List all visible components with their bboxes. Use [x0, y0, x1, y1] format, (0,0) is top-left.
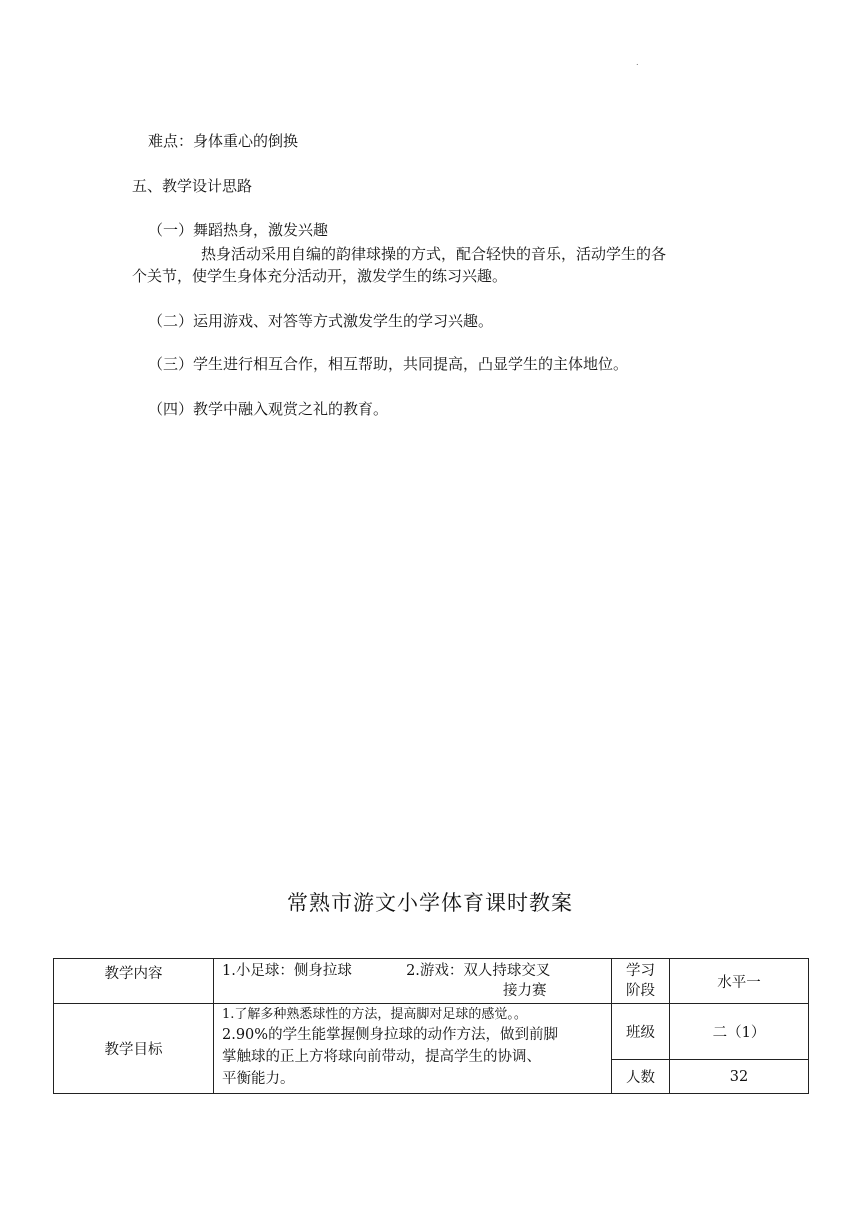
- design-point-4: （四）教学中融入观赏之礼的教育。: [148, 400, 389, 418]
- stage-value-cell: [670, 959, 809, 1004]
- page-mark: .: [636, 58, 639, 67]
- goal-2-line3: 平衡能力。: [222, 1071, 295, 1087]
- table-row: [54, 959, 809, 1004]
- count-value: 32: [729, 1068, 749, 1085]
- section-heading: 五、教学设计思路: [132, 177, 253, 195]
- class-value-cell: [670, 1004, 809, 1060]
- stage-label-cell: [612, 959, 670, 1004]
- goal-1: 1.了解多种熟悉球性的方法，提高脚对足球的感觉。。: [222, 1007, 527, 1022]
- goal-cell: [214, 1004, 612, 1094]
- content-label-cell: [54, 959, 214, 1004]
- design-point-1-line1: 热身活动采用自编的韵律球操的方式，配合轻快的音乐，活动学生的各: [201, 245, 667, 263]
- stage-label-line1: 学习: [626, 963, 655, 979]
- class-label: 班级: [626, 1025, 655, 1041]
- count-value-cell: [670, 1060, 809, 1094]
- goal-2-line2: 掌触球的正上方将球向前带动，提高学生的协调、: [222, 1049, 541, 1065]
- lesson-plan-title: 常熟市游文小学体育课时教案: [287, 891, 573, 915]
- design-point-1-title: （一）舞蹈热身，激发兴趣: [148, 221, 329, 239]
- lesson-plan-table: [53, 958, 809, 1094]
- goal-2-line1: 2.90%的学生能掌握侧身拉球的动作方法，做到前脚: [222, 1027, 559, 1043]
- goal-label: 教学目标: [104, 1042, 163, 1058]
- class-label-cell: [612, 1004, 670, 1060]
- content-item-2: 2.游戏：双人持球交叉: [406, 963, 551, 979]
- content-label: 教学内容: [104, 966, 163, 982]
- content-item-1: 1.小足球：侧身拉球: [222, 963, 352, 979]
- stage-value: 水平一: [717, 974, 761, 991]
- content-line-1: [222, 961, 605, 981]
- stage-label-line2: 阶段: [626, 983, 655, 999]
- count-label: 人数: [626, 1070, 655, 1086]
- count-label-cell: [612, 1060, 670, 1094]
- class-value: 二（1）: [712, 1025, 766, 1041]
- table-row: [54, 1004, 809, 1060]
- content-item-2-cont: 接力赛: [503, 983, 547, 999]
- design-point-2: （二）运用游戏、对答等方式激发学生的学习兴趣。: [148, 312, 494, 330]
- design-point-3: （三）学生进行相互合作，相互帮助，共同提高，凸显学生的主体地位。: [148, 355, 629, 373]
- content-cell: [214, 959, 612, 1004]
- design-point-1-line2: 个关节，使学生身体充分活动开，激发学生的练习兴趣。: [132, 267, 508, 285]
- goal-label-cell: [54, 1004, 214, 1094]
- difficulty-text: 难点：身体重心的倒换: [148, 132, 299, 150]
